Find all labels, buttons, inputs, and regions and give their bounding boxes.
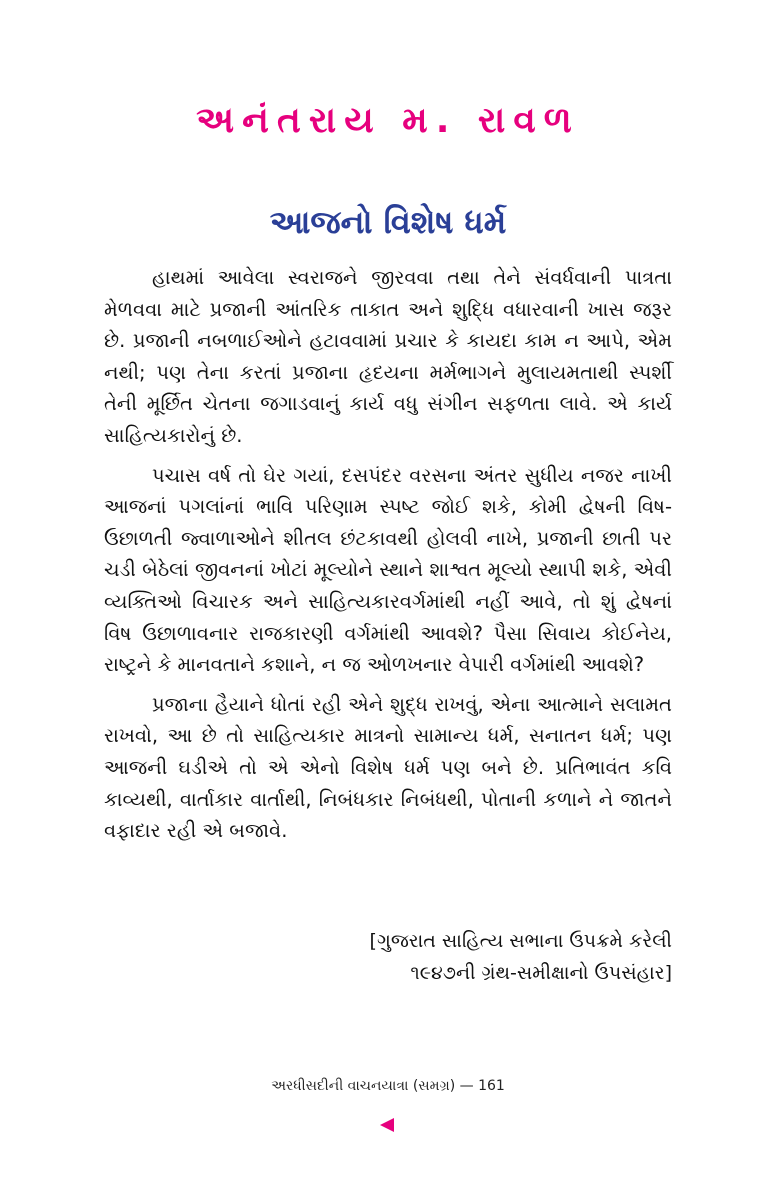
author-name: અનંતરાય મ. રાવળ xyxy=(196,100,580,141)
citation-line: ૧૯૪૭ની ગ્રંથ-સમીક્ષાનો ઉપસંહાર] xyxy=(410,962,672,984)
citation-line: [ગુજરાત સાહિત્ય સભાના ઉપક્રમે કરેલી xyxy=(369,930,672,952)
paragraph: પ્રજાના હૈયાને ધોતાં રહી એને શુદ્ધ રાખવું, એના આત્માને સલામત રાખવો, આ છે તો સાહિત્યકાર માત્રનો સામાન્ય ધર્મ, સનાતન ધર્મ; પણ આજની ઘડીએ તો એ એનો વિશેષ ધર્મ પણ બને છે. પ્રતિભાવંત કવિ કાવ્યથી, વાર્તાકાર વાર્તાથી, નિબંધકાર નિબંધથી, પોતાની કળાને ને જાતને વફાદાર રહી એ બજાવે. xyxy=(104,692,672,843)
essay-title: આજનો વિશેષ ધર્મ xyxy=(269,203,507,241)
paragraph: હાથમાં આવેલા સ્વરાજને જીરવવા તથા તેને સંવર્ધવાની પાત્રતા મેળવવા માટે પ્રજાની આંતરિક તાકાત અને શુદ્ધિ વધારવાની ખાસ જરૂર છે. પ્રજાની નબળાઈઓને હટાવવામાં પ્રચાર કે કાયદા કામ ન આપે, એમ નથી; પણ તેના કરતાં પ્રજાના હૃદયના મર્મભાગને મુલાયમતાથી સ્પર્શી તેની મૂર્છિત ચેતના જગાડવાનું કાર્ય વધુ સંગીન સફળતા લાવે. એ કાર્ય સાહિત્યકારોનું છે. xyxy=(104,266,672,447)
essay-body xyxy=(104,262,672,855)
source-citation xyxy=(104,925,672,989)
paragraph: પચાસ વર્ષ તો ઘેર ગયાં, દસપંદર વરસના અંતર સુધીય નજર નાખી આજનાં પગલાંનાં ભાવિ પરિણામ સ્પષ્ટ જોઈ શકે, કોમી દ્વેષની વિષ-ઉછાળતી જ્વાળાઓને શીતલ છંટકાવથી હોલવી નાખે, પ્રજાની છાતી પર ચડી બેઠેલાં જીવનનાં ખોટાં મૂલ્યોને સ્થાને શાશ્વત મૂલ્યો સ્થાપી શકે, એવી વ્યક્તિઓ વિચારક અને સાહિત્યકારવર્ગમાંથી નહીં આવે, તો શું દ્વેષનાં વિષ ઉછાળાવનાર રાજકારણી વર્ગમાંથી આવશે? પૈસા સિવાય કોઈનેય, રાષ્ટ્રને કે માનવતાને કશાને, ન જ ઓળખનાર વેપારી વર્ગમાંથી આવશે? xyxy=(104,463,672,677)
page-footer: અરધીસદીની વાચનયાત્રા (સમગ્ર) — 161 xyxy=(271,1078,505,1094)
triangle-left-icon[interactable] xyxy=(380,1118,394,1132)
